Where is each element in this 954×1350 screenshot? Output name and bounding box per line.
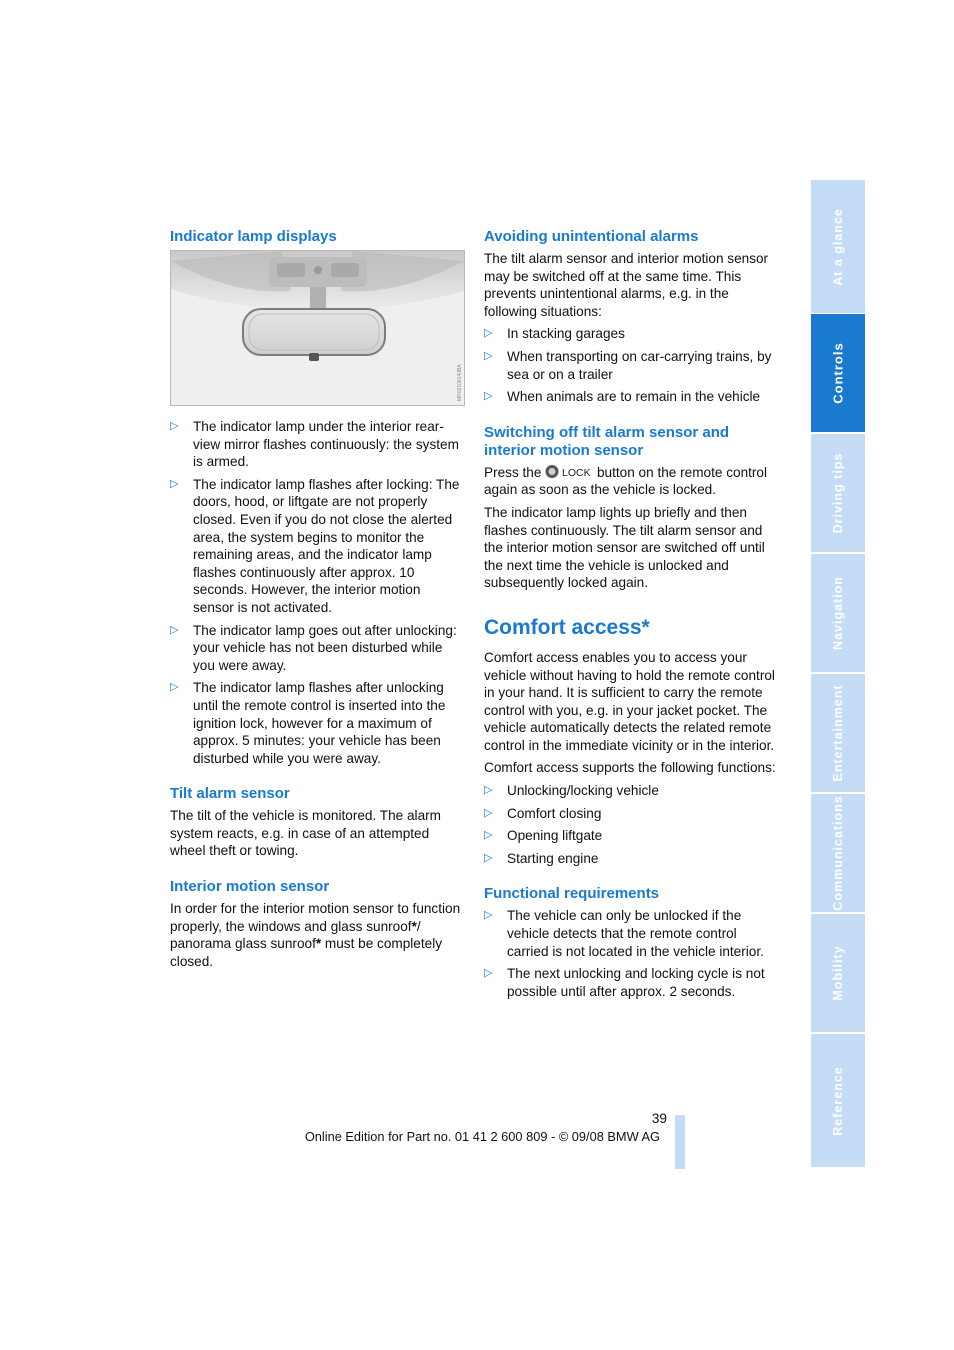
switching-off-text: The indicator lamp lights up briefly and then flashes continuously. The tilt alarm sensor and the interior motion sensor are switched off until the next time the vehicle is unlocked and subsequently locked again.	[484, 504, 765, 591]
list-item: ▷ The indicator lamp under the interior rear-view mirror flashes continuously: the system is armed.	[170, 419, 459, 470]
bullet-icon: ▷	[484, 784, 493, 797]
functional-requirements-list	[484, 907, 776, 1000]
bullet-icon: ▷	[484, 349, 493, 362]
bullet-icon: ▷	[484, 829, 493, 842]
page-marker-bar	[675, 1115, 685, 1169]
indicator-lamp-list	[170, 418, 462, 767]
bullet-icon: ▷	[484, 967, 493, 980]
list-item: ▷ The indicator lamp flashes after unlocking until the remote control is inserted into the ignition lock, however for a maximum of approx. 5 minutes: your vehicle has been disturbed while you were away.	[170, 680, 446, 766]
comfort-access-functions-text: Comfort access supports the following functions:	[484, 760, 776, 776]
tab-at-a-glance[interactable]: At a glance	[811, 180, 865, 313]
chapter-tabs	[811, 180, 865, 1167]
list-item: ▷ The indicator lamp flashes after locking: The doors, hood, or liftgate are not properly closed. Even if you do not close the alerted area, the system begins to monitor the remaining areas, and the indicator lamp flashes continuously after approx. 10 seconds. However, the interior motion sensor is not activated.	[170, 476, 460, 615]
lock-button-icon	[545, 464, 593, 479]
avoiding-alarms-text: The tilt alarm sensor and interior motion sensor may be switched off at the same time. This prevents unintentional alarms, e.g. in the following situations:	[484, 251, 769, 319]
list-item: ▷ When animals are to remain in the vehicle	[484, 389, 761, 405]
avoiding-alarms-heading: Avoiding unintentional alarms	[484, 228, 699, 245]
footer-text: Online Edition for Part no. 01 41 2 600 809 - © 09/08 BMW AG	[304, 1129, 660, 1144]
page-number: 39	[651, 1111, 667, 1126]
bullet-icon: ▷	[484, 909, 493, 922]
tab-mobility[interactable]: Mobility	[811, 914, 865, 1032]
bullet-icon: ▷	[484, 806, 493, 819]
list-item: ▷ Comfort closing	[484, 805, 602, 821]
bullet-icon: ▷	[170, 681, 179, 694]
list-item: ▷ Unlocking/locking vehicle	[484, 783, 659, 799]
tab-reference[interactable]: Reference	[811, 1034, 865, 1167]
bullet-icon: ▷	[170, 420, 179, 432]
switching-off-heading: Switching off tilt alarm sensor and interior motion sensor	[484, 423, 730, 459]
interior-motion-heading: Interior motion sensor	[170, 878, 330, 896]
tilt-alarm-heading: Tilt alarm sensor	[170, 785, 290, 803]
bullet-icon: ▷	[484, 851, 493, 864]
svg-text:MR02108140BA: MR02108140BA	[457, 364, 463, 401]
indicator-lamp-heading: Indicator lamp displays	[170, 228, 337, 245]
list-item: ▷ Opening liftgate	[484, 828, 603, 844]
list-item: ▷ When transporting on car-carrying trains, by sea or on a trailer	[484, 348, 772, 382]
bullet-icon: ▷	[170, 623, 179, 636]
list-item: ▷ The next unlocking and locking cycle is not possible until after approx. 2 seconds.	[484, 966, 765, 999]
svg-text:LOCK: LOCK	[562, 466, 591, 479]
tab-communications[interactable]: Communications	[811, 794, 865, 912]
avoiding-alarms-list	[484, 325, 776, 405]
tab-entertainment[interactable]: Entertainment	[811, 674, 865, 792]
comfort-functions-list	[484, 782, 776, 867]
tab-driving-tips[interactable]: Driving tips	[811, 434, 865, 552]
optional-equipment-star: *	[411, 918, 417, 934]
list-item: ▷ In stacking garages	[484, 326, 625, 342]
bullet-icon: ▷	[484, 327, 493, 340]
comfort-access-heading: Comfort access*	[484, 615, 650, 639]
bullet-icon: ▷	[170, 477, 179, 490]
rearview-mirror-photo	[170, 250, 465, 406]
bullet-icon: ▷	[484, 390, 493, 403]
tab-controls[interactable]: Controls	[811, 314, 865, 432]
list-item: ▷ Starting engine	[484, 850, 599, 866]
right-column	[484, 228, 776, 1005]
press-lock-text: Press the LOCK button on the remote control again as soon as the vehicle is locked.	[484, 464, 768, 498]
list-item: ▷ The vehicle can only be unlocked if the vehicle detects that the remote control carried is not located in the vehicle interior.	[484, 908, 764, 959]
tilt-alarm-text: The tilt of the vehicle is monitored. The alarm system reacts, e.g. in case of an attempted wheel theft or towing.	[170, 808, 441, 859]
functional-requirements-heading: Functional requirements	[484, 885, 660, 903]
optional-equipment-star: *	[315, 936, 322, 952]
list-item: ▷ The indicator lamp goes out after unlocking: your vehicle has not been disturbed while you were away.	[170, 622, 457, 673]
tab-navigation[interactable]: Navigation	[811, 554, 865, 672]
comfort-access-text: Comfort access enables you to access your vehicle without having to hold the remote control in your hand. It is sufficient to carry the remote control with you, e.g. in your jacket pocket. The vehicle automatically detects the related remote control in the immediate vicinity or in the interior.	[484, 649, 775, 753]
interior-motion-text: In order for the interior motion sensor to function properly, the windows and glass sunroof*/ panorama glass sunroof* must be completely closed.	[170, 901, 461, 969]
left-column	[170, 228, 462, 975]
